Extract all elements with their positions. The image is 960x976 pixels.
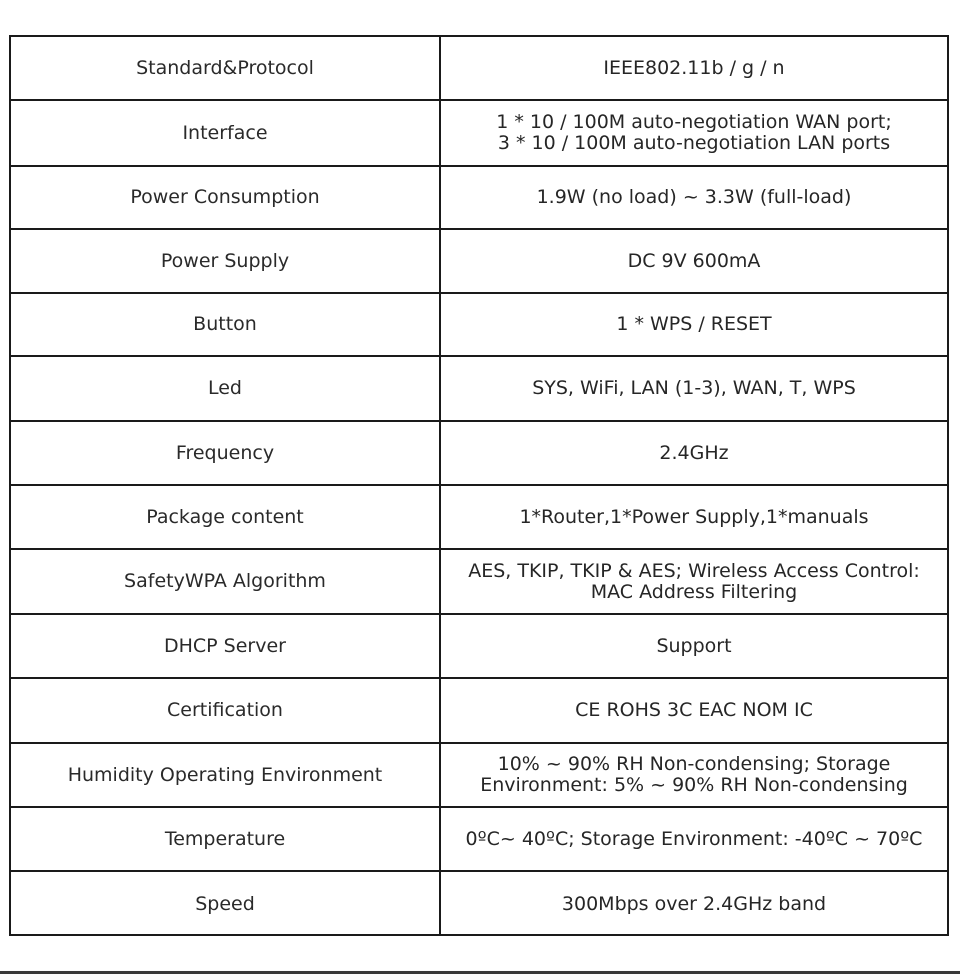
spec-value-package-content: 1*Router,1*Power Supply,1*manuals <box>441 486 947 550</box>
spec-label-led: Led <box>11 357 441 422</box>
spec-value-button: 1 * WPS / RESET <box>441 294 947 357</box>
spec-value-interface: 1 * 10 / 100M auto-negotiation WAN port; 3 * 10 / 100M auto-negotiation LAN ports <box>441 101 947 167</box>
spec-value-speed: 300Mbps over 2.4GHz band <box>561 892 827 915</box>
spec-table <box>9 35 949 936</box>
spec-label-power-supply: Power Supply <box>11 230 441 294</box>
spec-value-certification: CE ROHS 3C EAC NOM IC <box>441 679 947 744</box>
spec-label-frequency: Frequency <box>11 422 441 486</box>
spec-label-interface: Interface <box>11 101 441 167</box>
spec-label-certification: Certification <box>11 679 441 744</box>
bottom-divider <box>0 971 960 974</box>
spec-value-temperature: 0ºC~ 40ºC; Storage Environment: -40ºC ~ 70ºC <box>441 808 947 872</box>
spec-label-safety-wpa-algorithm: SafetyWPA Algorithm <box>11 550 441 615</box>
spec-value-safety-wpa-algorithm: AES, TKIP, TKIP & AES; Wireless Access Control: MAC Address Filtering <box>441 550 947 615</box>
spec-label-humidity: Humidity Operating Environment <box>11 744 441 808</box>
spec-label-standard-protocol: Standard&Protocol <box>11 37 441 101</box>
spec-label-dhcp-server: DHCP Server <box>11 615 441 679</box>
spec-value-dhcp-server: Support <box>441 615 947 679</box>
spec-label-power-consumption: Power Consumption <box>11 167 441 230</box>
spec-label-speed: Speed <box>11 872 441 936</box>
spec-value-power-supply: DC 9V 600mA <box>441 230 947 294</box>
spec-value-power-consumption: 1.9W (no load) ~ 3.3W (full-load) <box>441 167 947 230</box>
spec-value-frequency: 2.4GHz <box>441 422 947 486</box>
spec-label-package-content: Package content <box>11 486 441 550</box>
spec-value-humidity: 10% ~ 90% RH Non-condensing; Storage Environment: 5% ~ 90% RH Non-condensing <box>441 744 947 808</box>
spec-label-button: Button <box>11 294 441 357</box>
spec-value-standard-protocol: IEEE802.11b / g / n <box>441 37 947 101</box>
spec-label-temperature: Temperature <box>11 808 441 872</box>
spec-value-led: SYS, WiFi, LAN (1-3), WAN, T, WPS <box>441 357 947 422</box>
